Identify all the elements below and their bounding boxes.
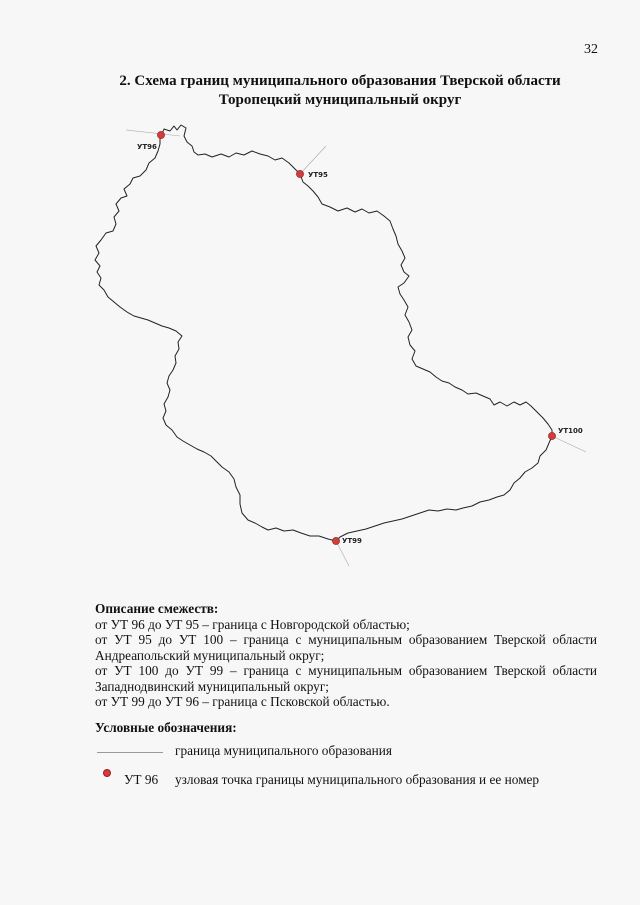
node-point-ut99 [332, 537, 339, 544]
description-line-3b: Западнодвинский муниципальный округ; [95, 678, 329, 694]
legend-point-text: узловая точка границы муниципального образования и ее номер [175, 772, 540, 787]
node-label-ut99: УТ99 [342, 537, 362, 545]
leader-line-ut95 [300, 146, 326, 174]
description-line-2a: от УТ 95 до УТ 100 – граница с муниципальным образованием Тверской области [95, 632, 597, 647]
legend [95, 720, 597, 736]
legend-heading: Условные обозначения: [95, 720, 237, 735]
node-label-ut100: УТ100 [558, 427, 583, 435]
node-point-ut96 [157, 131, 164, 138]
municipal-boundary [95, 125, 552, 541]
description-line-4: от УТ 99 до УТ 96 – граница с Псковской областью. [95, 694, 390, 709]
node-point-ut95 [296, 170, 303, 177]
legend-point-code: УТ 96 [124, 772, 159, 787]
legend-point-icon [103, 769, 111, 777]
page-number: 32 [584, 42, 598, 57]
description-line-3a: от УТ 100 до УТ 99 – граница с муниципальным образованием Тверской области [95, 663, 597, 678]
leader-line-ut96 [126, 130, 180, 136]
leader-line-ut100 [552, 436, 586, 452]
legend-point-row [95, 768, 595, 786]
adjacency-description [95, 601, 597, 710]
node-label-ut95: УТ95 [308, 171, 328, 179]
description-heading: Описание смежеств: [95, 601, 219, 616]
legend-boundary-row [95, 743, 595, 765]
description-line-2b: Андреапольский муниципальный округ; [95, 647, 325, 663]
node-label-ut96: УТ96 [137, 143, 157, 151]
description-line-1: от УТ 96 до УТ 95 – граница с Новгородской областью; [95, 616, 410, 632]
title-line-1: 2. Схема границ муниципального образования Тверской области [119, 73, 561, 89]
legend-boundary-text: граница муниципального образования [175, 743, 392, 758]
title-line-2: Торопецкий муниципальный округ [218, 92, 462, 108]
legend-boundary-line [97, 752, 163, 753]
node-point-ut100 [548, 432, 555, 439]
